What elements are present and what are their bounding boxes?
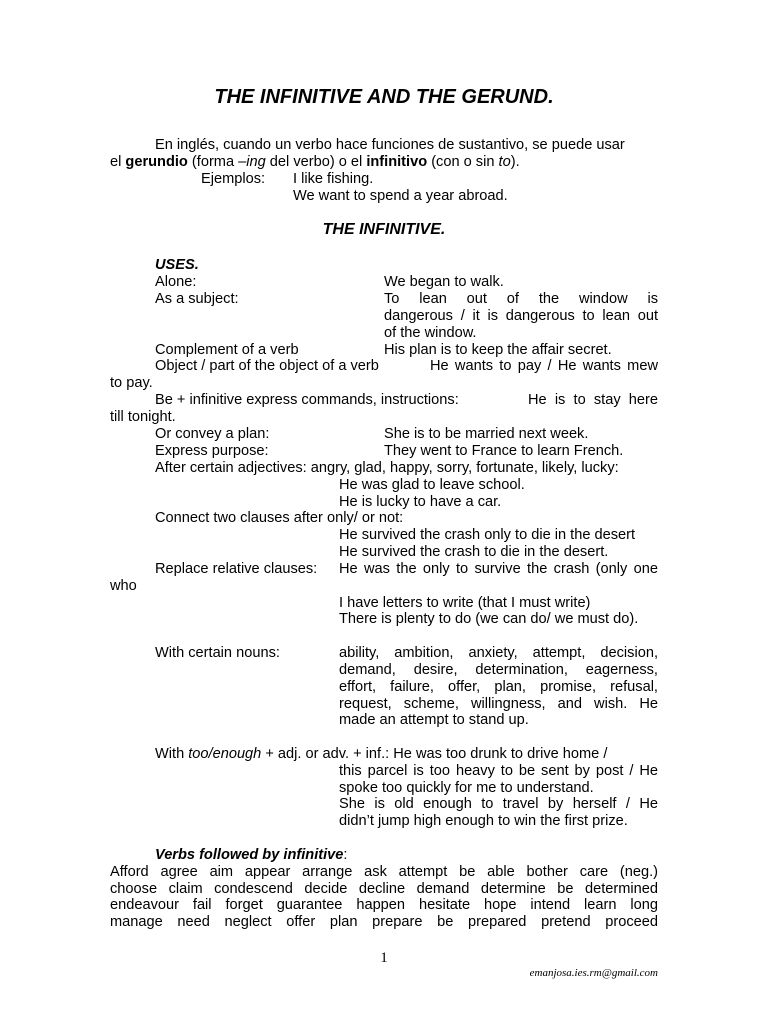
use-nouns-line-4: request, scheme, willingness, and wish. He	[339, 696, 658, 712]
section-title: THE INFINITIVE.	[322, 221, 446, 238]
use-nouns-label: With certain nouns:	[155, 645, 280, 661]
use-object-example: He wants to pay / He wants mew	[430, 358, 658, 374]
use-alone-label: Alone:	[155, 274, 197, 290]
use-connect-example-2: He survived the crash to die in the desert.	[339, 544, 609, 560]
use-connect-example-1: He survived the crash only to die in the desert	[339, 527, 636, 543]
verbs-line-4: manage need neglect offer plan prepare be prepared pretend proceed	[110, 914, 658, 930]
use-too-enough-line-4: She is old enough to travel by herself / He	[339, 796, 658, 812]
use-subject-example-3: of the window.	[384, 325, 477, 341]
use-adjectives-example-1: He was glad to leave school.	[339, 477, 525, 493]
uses-heading: USES.	[155, 257, 199, 273]
verbs-line-3: endeavour fail forget guarantee happen hesitate hope intend learn long	[110, 897, 658, 913]
examples-label: Ejemplos:	[201, 171, 266, 187]
use-relative-example-3: There is plenty to do (we can do/ we must do).	[339, 611, 639, 627]
intro-line-2: el gerundio (forma –ing del verbo) o el infinitivo (con o sin to).	[110, 154, 520, 170]
use-plan-example: She is to be married next week.	[384, 426, 589, 442]
use-too-enough-line-1: With too/enough + adj. or adv. + inf.: He was too drunk to drive home /	[155, 746, 608, 762]
use-too-enough-line-2: this parcel is too heavy to be sent by post / He	[339, 763, 658, 779]
use-purpose-label: Express purpose:	[155, 443, 269, 459]
example-1: I like fishing.	[293, 171, 374, 187]
use-object-example-2: to pay.	[110, 375, 153, 391]
use-complement-label: Complement of a verb	[155, 342, 299, 358]
use-nouns-line-1: ability, ambition, anxiety, attempt, decision,	[339, 645, 658, 661]
verbs-line-1: Afford agree aim appear arrange ask attempt be able bother care (neg.)	[110, 864, 658, 880]
use-purpose-example: They went to France to learn French.	[384, 443, 624, 459]
use-relative-example-2: I have letters to write (that I must write)	[339, 595, 591, 611]
use-complement-example: His plan is to keep the affair secret.	[384, 342, 612, 358]
use-plan-label: Or convey a plan:	[155, 426, 270, 442]
use-relative-example-1: He was the only to survive the crash (only one	[339, 561, 658, 577]
page-number: 1	[380, 950, 388, 966]
use-be-example: He is to stay here	[528, 392, 658, 408]
use-object-label: Object / part of the object of a verb	[155, 358, 379, 374]
use-alone-example: We began to walk.	[384, 274, 504, 290]
use-too-enough-line-3: spoke too quickly for me to understand.	[339, 780, 594, 796]
use-nouns-line-3: effort, failure, offer, plan, promise, refusal,	[339, 679, 658, 695]
verbs-heading: Verbs followed by infinitive:	[155, 847, 348, 863]
use-subject-label: As a subject:	[155, 291, 239, 307]
use-be-label: Be + infinitive express commands, instructions:	[155, 392, 459, 408]
use-be-example-2: till tonight.	[110, 409, 176, 425]
verbs-line-2: choose claim condescend decide decline demand determine be determined	[110, 881, 658, 897]
example-2: We want to spend a year abroad.	[293, 188, 508, 204]
use-connect-label: Connect two clauses after only/ or not:	[155, 510, 404, 526]
use-adjectives-example-2: He is lucky to have a car.	[339, 494, 502, 510]
use-relative-label: Replace relative clauses:	[155, 561, 318, 577]
use-nouns-line-2: demand, desire, determination, eagerness,	[339, 662, 658, 678]
intro-line-1: En inglés, cuando un verbo hace funciones de sustantivo, se puede usar	[155, 137, 625, 153]
use-nouns-line-5: made an attempt to stand up.	[339, 712, 529, 728]
page-title: THE INFINITIVE AND THE GERUND.	[214, 86, 554, 108]
use-relative-example-1b: who	[110, 578, 137, 594]
use-subject-example-1: To lean out of the window is	[384, 291, 658, 307]
use-subject-example-2: dangerous / it is dangerous to lean out	[384, 308, 658, 324]
footer-email: emanjosa.ies.rm@gmail.com	[529, 967, 658, 979]
use-adjectives-label: After certain adjectives: angry, glad, happy, sorry, fortunate, likely, lucky:	[155, 460, 619, 476]
use-too-enough-line-5: didn’t jump high enough to win the first prize.	[339, 813, 628, 829]
